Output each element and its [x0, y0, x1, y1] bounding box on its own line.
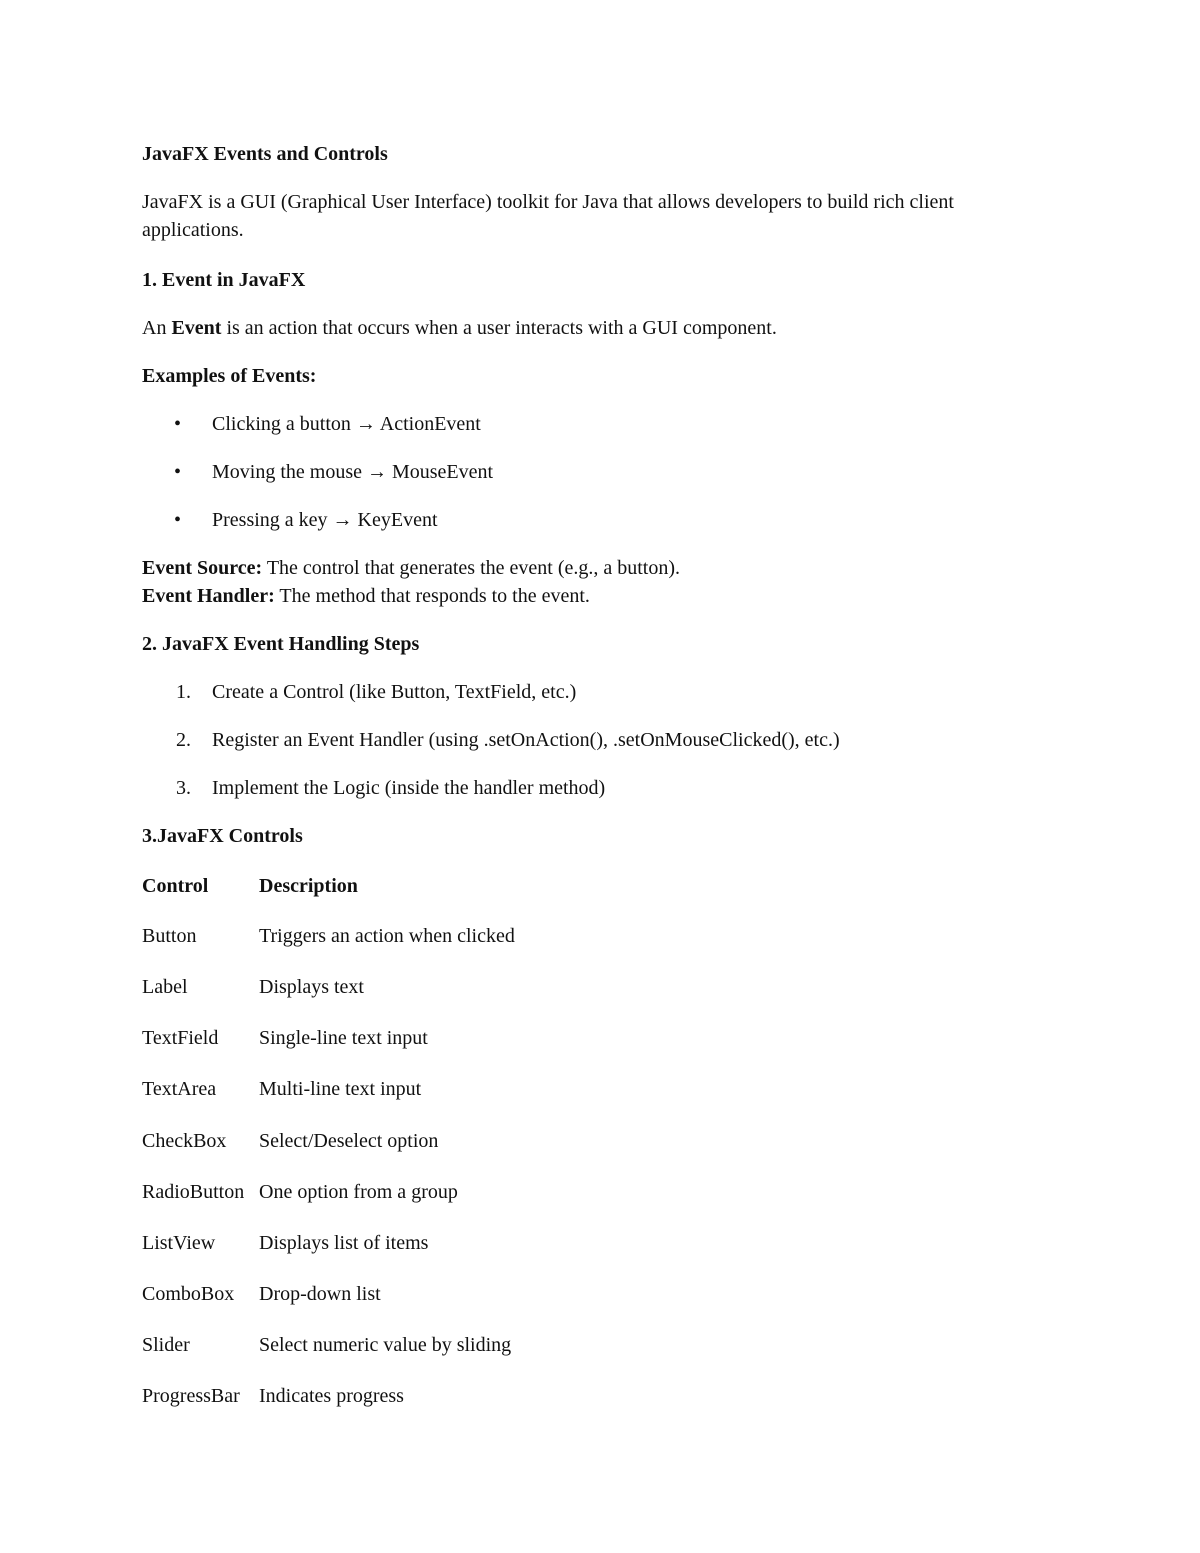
examples-heading: Examples of Events:	[142, 365, 317, 387]
table-cell-control: Slider	[142, 1334, 190, 1356]
numbered-item-text: Register an Event Handler (using .setOnAction(), .setOnMouseClicked(), etc.)	[212, 729, 840, 751]
event-definition-prefix: An	[142, 317, 172, 339]
event-source-label: Event Source:	[142, 557, 263, 579]
event-source-line	[142, 555, 680, 581]
table-cell-control: RadioButton	[142, 1181, 245, 1203]
table-cell-control: ProgressBar	[142, 1385, 240, 1407]
event-source-text: The control that generates the event (e.g., a button).	[262, 557, 680, 579]
section-3-heading: 3.JavaFX Controls	[142, 825, 303, 847]
numbered-item-text: Implement the Logic (inside the handler method)	[212, 777, 606, 799]
table-cell-description: Drop-down list	[259, 1283, 381, 1305]
bullet-icon: •	[174, 509, 182, 531]
item-number: 2.	[176, 729, 191, 751]
table-cell-description: Triggers an action when clicked	[259, 925, 515, 947]
bullet-icon: •	[174, 413, 182, 435]
event-handler-line	[142, 583, 590, 609]
event-handler-label: Event Handler:	[142, 585, 275, 607]
list-item-text: Clicking a button → ActionEvent	[212, 413, 481, 435]
list-item-text: Moving the mouse → MouseEvent	[212, 461, 494, 483]
table-cell-description: Single-line text input	[259, 1027, 428, 1049]
table-cell-description: Indicates progress	[259, 1385, 404, 1407]
table-cell-control: TextArea	[142, 1078, 217, 1100]
event-definition-text: is an action that occurs when a user interacts with a GUI component.	[221, 317, 777, 339]
intro-paragraph-line-2: applications.	[142, 219, 244, 241]
table-cell-control: Button	[142, 925, 197, 947]
bullet-icon: •	[174, 461, 182, 483]
document-title: JavaFX Events and Controls	[142, 143, 388, 165]
item-number: 3.	[176, 777, 191, 799]
table-cell-control: Label	[142, 976, 188, 998]
list-item-text: Pressing a key → KeyEvent	[212, 509, 438, 531]
section-1-heading: 1. Event in JavaFX	[142, 269, 306, 291]
table-header-description: Description	[259, 875, 358, 897]
table-cell-description: Displays text	[259, 976, 364, 998]
event-term: Event	[171, 317, 222, 339]
table-header-control: Control	[142, 875, 209, 897]
event-definition	[142, 315, 777, 341]
table-cell-control: ComboBox	[142, 1283, 235, 1305]
item-number: 1.	[176, 681, 191, 703]
intro-paragraph-line-1: JavaFX is a GUI (Graphical User Interface) toolkit for Java that allows developers to build rich client	[142, 191, 954, 213]
section-2-heading: 2. JavaFX Event Handling Steps	[142, 633, 420, 655]
table-cell-description: One option from a group	[259, 1181, 458, 1203]
table-cell-description: Select numeric value by sliding	[259, 1334, 512, 1356]
table-cell-description: Displays list of items	[259, 1232, 429, 1254]
event-handler-text: The method that responds to the event.	[274, 585, 590, 607]
table-cell-control: ListView	[142, 1232, 216, 1254]
table-cell-description: Select/Deselect option	[259, 1130, 439, 1152]
table-cell-control: CheckBox	[142, 1130, 227, 1152]
numbered-item-text: Create a Control (like Button, TextField, etc.)	[212, 681, 577, 703]
table-cell-description: Multi-line text input	[259, 1078, 422, 1100]
table-cell-control: TextField	[142, 1027, 219, 1049]
